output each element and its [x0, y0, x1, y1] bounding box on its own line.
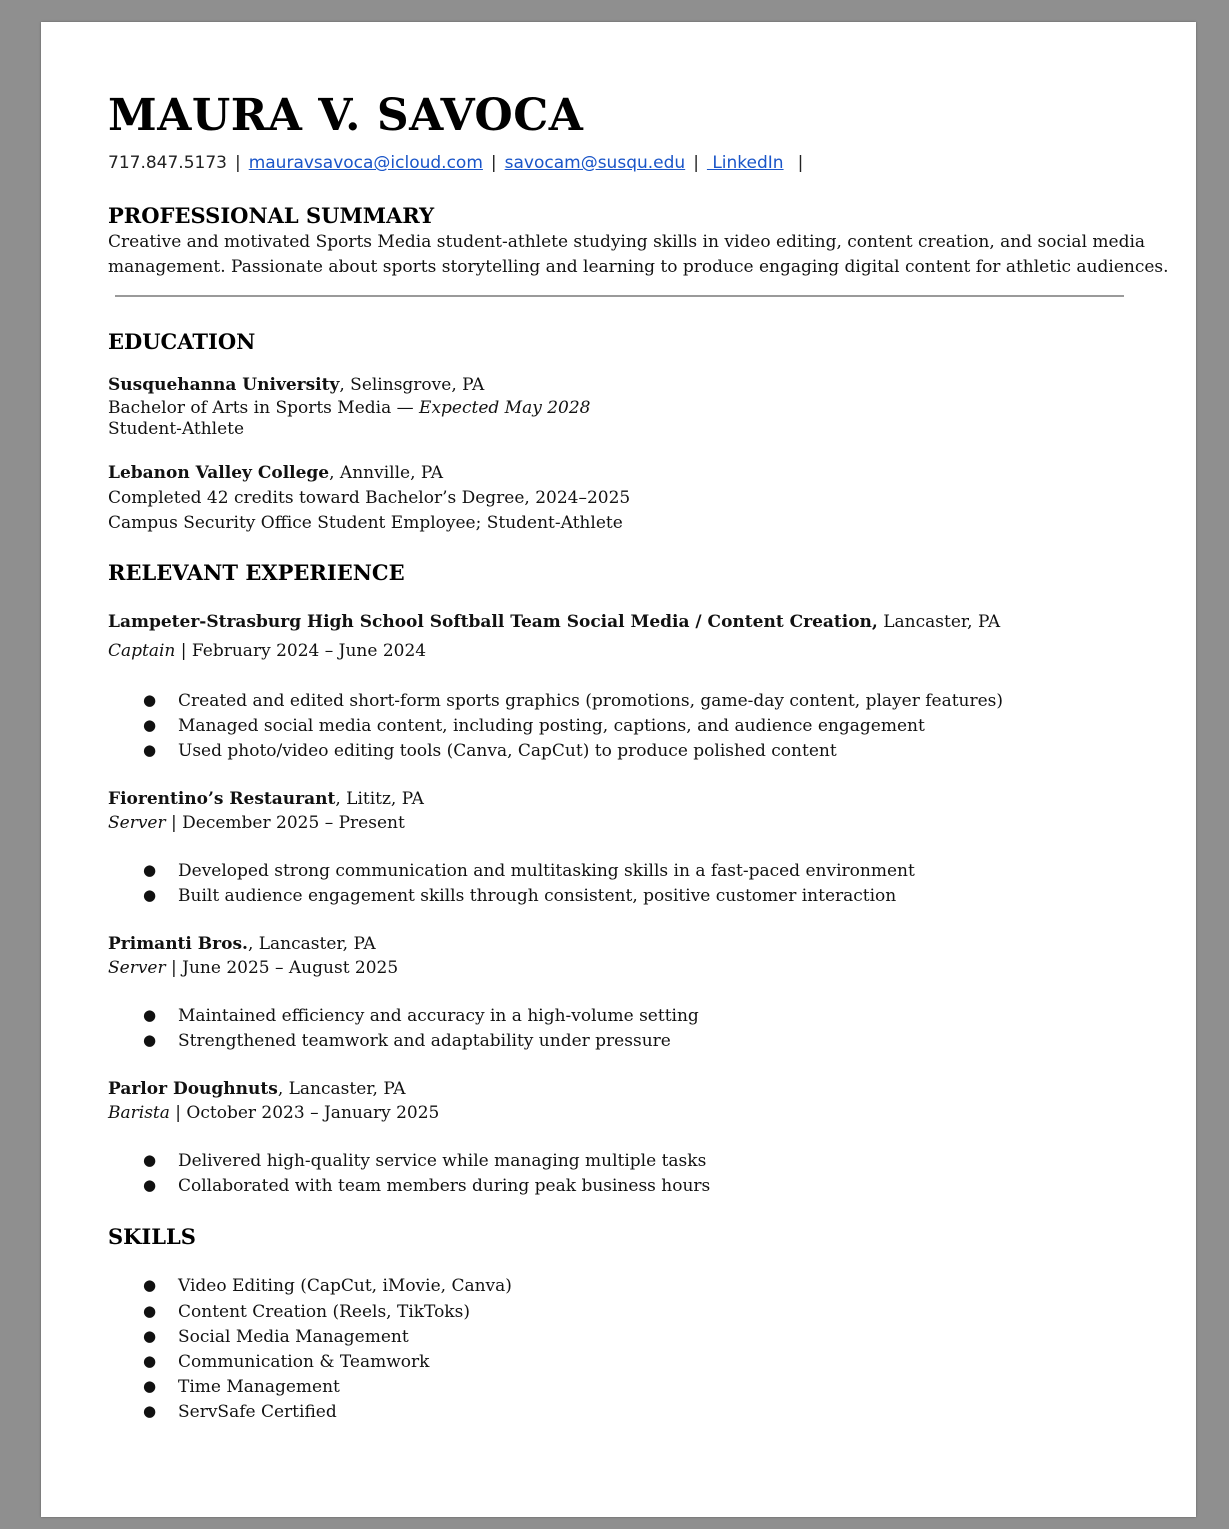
- job-org: Fiorentino’s Restaurant: [108, 789, 336, 809]
- job-role: Server: [108, 958, 166, 978]
- job-dates: | February 2024 – June 2024: [175, 641, 427, 661]
- education-heading: EDUCATION: [108, 329, 256, 354]
- degree-text: Bachelor of Arts in Sports Media —: [108, 398, 420, 418]
- job-org: Primanti Bros.: [108, 934, 248, 954]
- bullet-icon: ●: [143, 691, 157, 709]
- job-1-role: [108, 641, 426, 661]
- resume-page: MAURA V. SAVOCA 717.847.5173 | mauravsavoca@icloud.com | savocam@susqu.edu | LinkedIn | PROFESSIONAL SUMMARY Creative and motivated Sports Media student-athlete studying skills in video editing, content creation, and social media management. Passionate about sports storytelling and learning to produce engaging digital content for athletic audiences. EDUCATION Susquehanna University, Selinsgrove, PA Bachelor of Arts in Sports Media — Expected May 2028 Student-Athlete Lebanon Valley College, Annville, PA Completed 42 credits toward Bachelor’s Degree, 2024–2025 Campus Security Office Student Employee; Student-Athlete RELEVANT EXPERIENCE Lampeter-Strasburg High School Softball Team Social Media / Content Creation, Lancaster, PA Captain | February 2024 – June 2024 ● Created and edited short-form sports graphics (promotions, game-day content, player features) ● Managed social media content, including posting, captions, and audience engagement ● Used photo/video editing tools (Canva, CapCut) to produce polished content Fiorentino’s Restaurant, Lititz, PA Server | December 2025 – Present ● Developed strong communication and multitasking skills in a fast-paced environment ● Built audience engagement skills through consistent, positive customer interaction Primanti Bros., Lancaster, PA Server | June 2025 – August 2025 ● Maintained efficiency and accuracy in a high-volume setting ● Strengthened teamwork and adaptability under pressure Parlor Doughnuts, Lancaster, PA Barista | October 2023 – January 2025 ● Delivered high-quality service while managing multiple tasks ● Collaborated with team members during peak business hours SKILLS ● Video Editing (CapCut, iMovie, Canva) ● Content Creation (Reels, TikToks) ● Social Media Management ● Communication & Teamwork ● Time Management ● ServSafe Certified: [41, 22, 1196, 1517]
- job-2-role: [108, 813, 405, 833]
- job-3-title: [108, 934, 376, 954]
- summary-line-2: management. Passionate about sports storytelling and learning to produce engaging digital content for athletic audiences.: [108, 257, 1169, 277]
- summary-line-1: Creative and motivated Sports Media student-athlete studying skills in video editing, content creation, and social media: [108, 232, 1146, 252]
- job-role: Server: [108, 813, 166, 833]
- bullet-icon: ●: [143, 741, 157, 759]
- job-dates: | June 2025 – August 2025: [165, 958, 399, 978]
- bullet-icon: ●: [143, 1402, 157, 1420]
- contact-line: [108, 153, 811, 173]
- school-1-line: [108, 375, 484, 395]
- job-role: Barista: [108, 1103, 170, 1123]
- school-location: , Annville, PA: [329, 463, 444, 483]
- personal-email-link[interactable]: mauravsavoca@icloud.com: [248, 153, 483, 173]
- school-1-degree: [108, 398, 590, 418]
- bullet-icon: ●: [143, 1352, 157, 1370]
- school-2-note: Campus Security Office Student Employee; Student-Athlete: [108, 513, 623, 533]
- bullet-icon: ●: [143, 1302, 157, 1320]
- skills-heading: SKILLS: [108, 1224, 196, 1249]
- bullet-icon: ●: [143, 886, 157, 904]
- bullet-icon: ●: [143, 1327, 157, 1345]
- section-divider: [115, 295, 1124, 297]
- job-4-title: [108, 1079, 406, 1099]
- job-dates: | October 2023 – January 2025: [169, 1103, 440, 1123]
- expected-graduation: Expected May 2028: [419, 398, 591, 418]
- school-name: Susquehanna University: [108, 375, 340, 395]
- bullet-icon: ●: [143, 1276, 157, 1294]
- separator: |: [234, 153, 241, 173]
- bullet-icon: ●: [143, 1151, 157, 1169]
- school-location: , Selinsgrove, PA: [339, 375, 485, 395]
- school-name: Lebanon Valley College: [108, 463, 330, 483]
- bullet-icon: ●: [143, 1176, 157, 1194]
- school-1-note: Student-Athlete: [108, 419, 245, 439]
- job-dates: | December 2025 – Present: [165, 813, 405, 833]
- school-email-link[interactable]: savocam@susqu.edu: [504, 153, 686, 173]
- bullet-icon: ●: [143, 716, 157, 734]
- experience-heading: RELEVANT EXPERIENCE: [108, 560, 405, 585]
- linkedin-link[interactable]: LinkedIn: [706, 153, 784, 173]
- phone-number: 717.847.5173: [108, 153, 227, 173]
- job-location: , Lititz, PA: [335, 789, 424, 809]
- candidate-name: MAURA V. SAVOCA: [108, 90, 584, 141]
- bullet-icon: ●: [143, 1006, 157, 1024]
- separator: |: [693, 153, 699, 173]
- summary-heading: PROFESSIONAL SUMMARY: [108, 203, 435, 228]
- job-location: , Lancaster, PA: [247, 934, 376, 954]
- job-org: Lampeter-Strasburg High School Softball Team Social Media / Content Creation,: [108, 612, 878, 632]
- job-4-role: [108, 1103, 439, 1123]
- bullet-icon: ●: [143, 1377, 157, 1395]
- job-role: Captain: [108, 641, 176, 661]
- job-location: Lancaster, PA: [877, 612, 1001, 632]
- separator: |: [490, 153, 497, 173]
- job-3-role: [108, 958, 398, 978]
- job-1-title: [108, 612, 1000, 632]
- job-location: , Lancaster, PA: [277, 1079, 406, 1099]
- job-org: Parlor Doughnuts: [108, 1079, 278, 1099]
- school-2-line: [108, 463, 443, 483]
- bullet-icon: ●: [143, 1031, 157, 1049]
- job-2-title: [108, 789, 424, 809]
- bullet-icon: ●: [143, 861, 157, 879]
- separator: |: [797, 153, 804, 173]
- school-2-degree: Completed 42 credits toward Bachelor’s Degree, 2024–2025: [108, 488, 631, 508]
